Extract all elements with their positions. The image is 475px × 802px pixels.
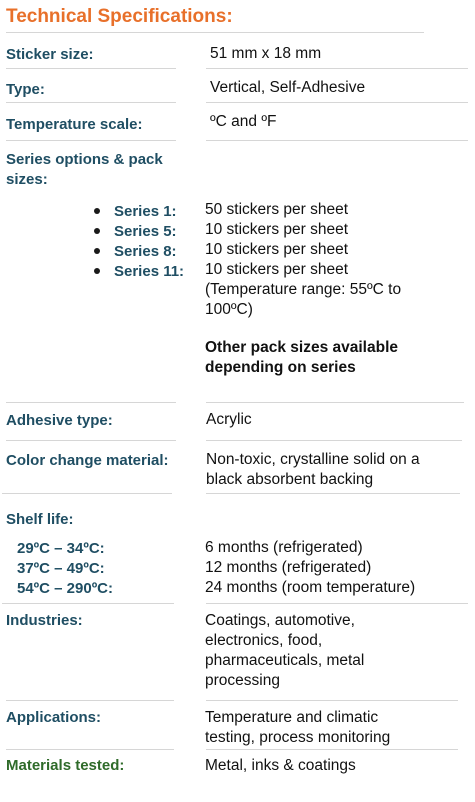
series-note: 100ºC) xyxy=(205,301,253,318)
shelf-life-values xyxy=(205,538,415,598)
divider xyxy=(206,440,462,441)
bullet-icon xyxy=(94,268,100,274)
divider xyxy=(206,68,468,69)
series-options-label xyxy=(6,150,163,190)
shelf-life-range: 37ºC – 49ºC: xyxy=(17,560,105,577)
page-title: Technical Specifications: xyxy=(6,6,233,27)
color-change-value xyxy=(206,450,420,490)
list-item xyxy=(94,202,184,222)
series-name: Series 11: xyxy=(114,263,185,280)
series-options-label-line2: sizes: xyxy=(6,171,48,188)
industries-label: Industries: xyxy=(6,612,83,629)
series-value: 10 stickers per sheet xyxy=(205,221,349,238)
adhesive-type-value: Acrylic xyxy=(206,411,252,428)
sticker-size-value: 51 mm x 18 mm xyxy=(210,45,322,62)
divider xyxy=(6,749,174,750)
list-item xyxy=(94,222,184,242)
bullet-icon xyxy=(94,248,100,254)
applications-label: Applications: xyxy=(6,709,102,726)
divider xyxy=(206,102,468,103)
other-pack-sizes-note xyxy=(205,338,398,378)
divider xyxy=(206,700,458,701)
materials-tested-label: Materials tested: xyxy=(6,757,125,774)
series-value: 10 stickers per sheet xyxy=(205,241,349,258)
series-options-label-line1: Series options & pack xyxy=(6,151,163,168)
series-value: 10 stickers per sheet xyxy=(205,261,349,278)
series-value: 50 stickers per sheet xyxy=(205,201,349,218)
series-list xyxy=(94,202,184,282)
series-values xyxy=(205,200,401,320)
shelf-life-label: Shelf life: xyxy=(6,511,74,528)
bullet-icon xyxy=(94,228,100,234)
shelf-life-ranges xyxy=(17,539,113,599)
industries-line1: Coatings, automotive, xyxy=(205,612,355,629)
applications-line1: Temperature and climatic xyxy=(205,709,379,726)
divider xyxy=(206,749,458,750)
temperature-scale-value: ºC and ºF xyxy=(210,113,277,130)
divider xyxy=(206,603,468,604)
shelf-life-range: 29ºC – 34ºC: xyxy=(17,540,105,557)
color-change-line2: black absorbent backing xyxy=(206,471,374,488)
divider xyxy=(6,140,176,141)
divider xyxy=(206,402,464,403)
divider xyxy=(6,440,176,441)
other-pack-line2: depending on series xyxy=(205,359,356,376)
temperature-scale-label: Temperature scale: xyxy=(6,116,143,133)
series-note: (Temperature range: 55ºC to xyxy=(205,281,402,298)
other-pack-line1: Other pack sizes available xyxy=(205,339,398,356)
series-name: Series 5: xyxy=(114,223,177,240)
divider xyxy=(2,603,174,604)
divider xyxy=(6,700,174,701)
shelf-life-range: 54ºC – 290ºC: xyxy=(17,580,114,597)
divider xyxy=(6,102,176,103)
divider xyxy=(206,140,468,141)
adhesive-type-label: Adhesive type: xyxy=(6,412,113,429)
industries-line2: electronics, food, xyxy=(205,632,323,649)
series-name: Series 1: xyxy=(114,203,177,220)
shelf-life-value: 12 months (refrigerated) xyxy=(205,559,372,576)
applications-value xyxy=(205,708,390,748)
materials-tested-value: Metal, inks & coatings xyxy=(205,757,356,774)
divider xyxy=(6,68,176,69)
divider xyxy=(206,493,460,494)
type-label: Type: xyxy=(6,81,45,98)
shelf-life-value: 24 months (room temperature) xyxy=(205,579,416,596)
industries-line3: pharmaceuticals, metal xyxy=(205,652,365,669)
divider xyxy=(6,402,176,403)
industries-line4: processing xyxy=(205,672,280,689)
divider xyxy=(6,32,424,33)
color-change-label: Color change material: xyxy=(6,452,169,469)
type-value: Vertical, Self-Adhesive xyxy=(210,79,366,96)
divider xyxy=(2,493,172,494)
list-item xyxy=(94,262,184,282)
applications-line2: testing, process monitoring xyxy=(205,729,391,746)
shelf-life-value: 6 months (refrigerated) xyxy=(205,539,363,556)
sticker-size-label: Sticker size: xyxy=(6,46,94,63)
industries-value xyxy=(205,611,364,691)
series-name: Series 8: xyxy=(114,243,177,260)
color-change-line1: Non-toxic, crystalline solid on a xyxy=(206,451,420,468)
bullet-icon xyxy=(94,208,100,214)
list-item xyxy=(94,242,184,262)
